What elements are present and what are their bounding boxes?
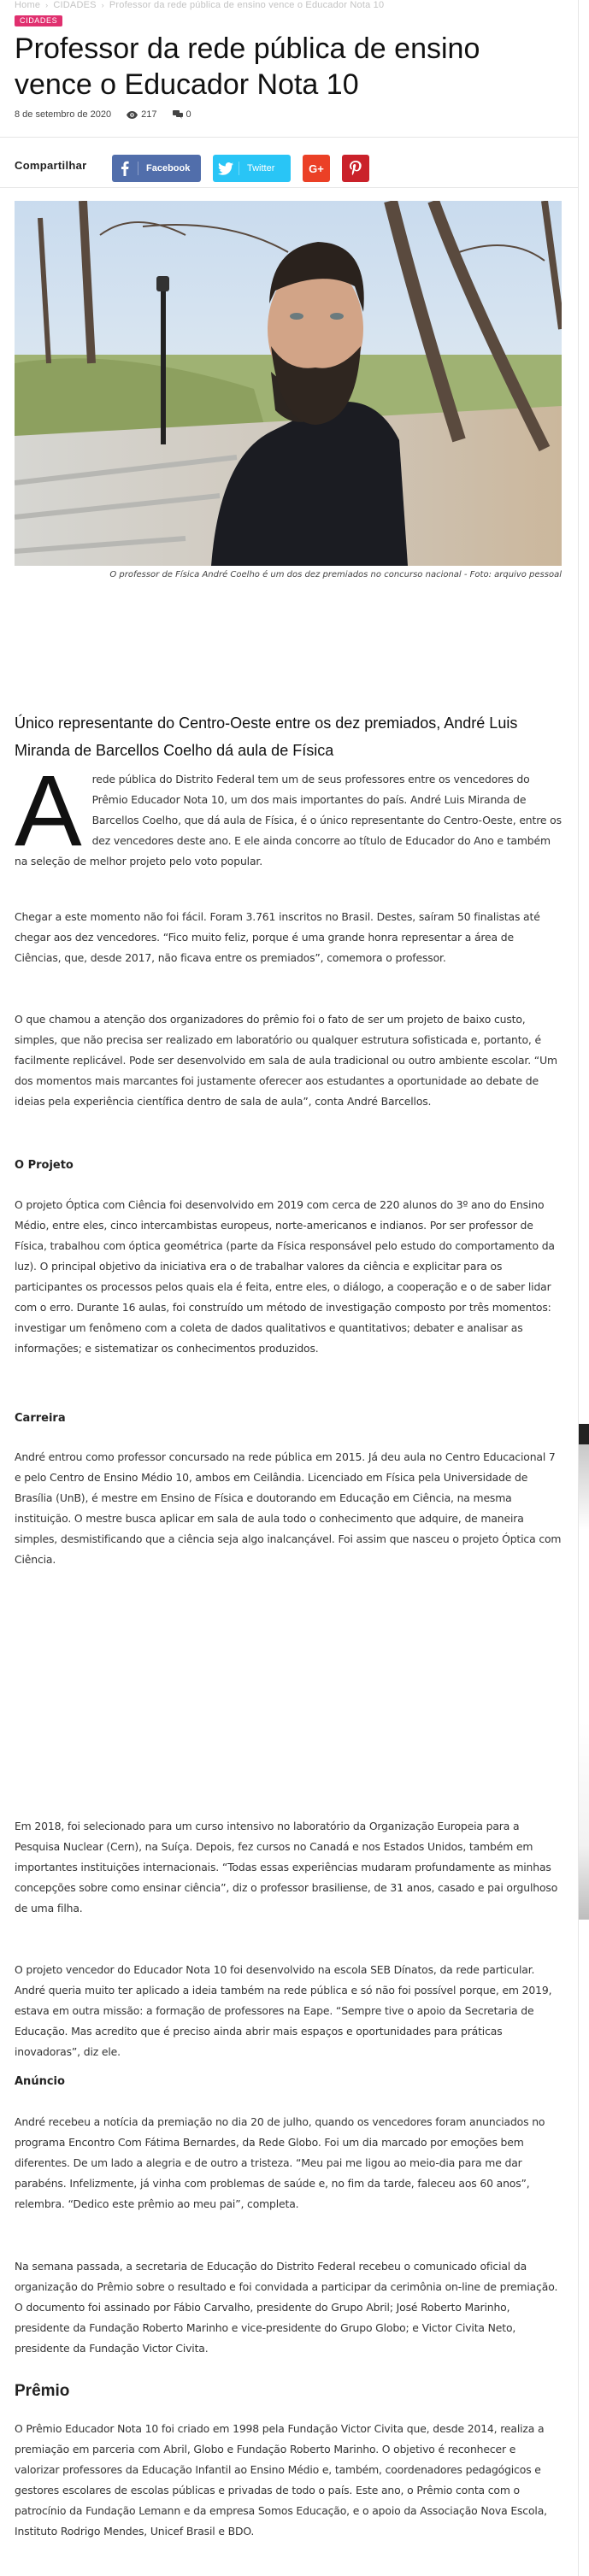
comment-count-value: 0 [186, 109, 191, 120]
breadcrumb-current: Professor da rede pública de ensino vence o Educador Nota 10 [109, 0, 385, 10]
twitter-icon [213, 162, 239, 175]
share-label: Compartilhar [15, 159, 87, 172]
chevron-right-icon: › [101, 1, 104, 9]
share-bar [0, 145, 578, 186]
view-count-value: 217 [141, 109, 157, 120]
paragraph: O que chamou a atenção dos organizadores do prêmio foi o fato de ser um projeto de baixo custo, simples, que não precisa ser realizado em laboratório ou qualquer estrutura sofisticada e, portanto, é facilmente replicável. Pode ser desenvolvido em sala de aula tradicional ou outro ambiente escolar. “Um dos momentos mais marcantes foi justamente oferecer aos estudantes a oportunidade ao debate de ideias pela experiência científica dentro de sala de aula”, conta André Barcellos. [15, 1013, 557, 1108]
google-plus-icon: G+ [309, 162, 324, 175]
sidebar-divider [578, 0, 579, 2576]
view-count [127, 109, 156, 120]
section-heading-premio: Prêmio [15, 2382, 70, 2400]
eye-icon [127, 111, 138, 119]
breadcrumb [15, 0, 384, 10]
category-tag[interactable]: CIDADES [15, 15, 62, 26]
divider [0, 137, 578, 138]
paragraph: O projeto Óptica com Ciência foi desenvolvido em 2019 com cerca de 220 alunos do 3º ano do Ensino Médio, entre eles, cinco intercambistas europeus, norte-americanos e indianos. Por ser professor de Física, trabalhou com óptica geométrica (parte da Física responsável pelo estudo do comportamento da luz). O principal objetivo da iniciativa era o de trabalhar valores da ciência e explicitar para os participantes os processos pelos quais ela é feita, entre eles, o diálogo, a cooperação e o de saber lidar com o erro. Durante 16 aulas, foi construído um método de investigação composto por três momentos: investigar um fenômeno com a coleta de dados qualitativos e quantitativos; debater e analisar as informações; e sistematizar os conhecimentos produzidos. [15, 1198, 555, 1355]
drop-cap: A [15, 755, 82, 867]
twitter-label: Twitter [247, 163, 275, 173]
page-title: Professor da rede pública de ensino vence o Educador Nota 10 [15, 32, 480, 101]
photo-caption: O professor de Física André Coelho é um dos dez premiados no concurso nacional - Foto: arquivo pessoal [109, 570, 562, 579]
sidebar-widget-edge [579, 1424, 589, 1920]
article-photo [15, 201, 562, 566]
pinterest-icon [350, 161, 362, 176]
lead-paragraph [15, 755, 562, 872]
pinterest-share-button[interactable] [342, 155, 369, 182]
paragraph: André entrou como professor concursado na rede pública em 2015. Já deu aula no Centro Educacional 7 e pelo Centro de Ensino Médio 10, ambos em Ceilândia. Licenciado em Física pela Universidade de Brasília (UnB), é mestre em Ensino de Física e doutorando em Educação em Ciência, na mesma instituição. O mestre busca aplicar em sala de aula todo o conhecimento que adquire, de maneira simples, desmistificando que a ciência seja algo inalcançável. Foi assim que nasceu o projeto Óptica com Ciência. [15, 1450, 562, 1566]
breadcrumb-category[interactable]: CIDADES [53, 0, 97, 10]
chevron-right-icon: › [45, 1, 49, 9]
paragraph: André recebeu a notícia da premiação no dia 20 de julho, quando os vencedores foram anunciados no programa Encontro Com Fátima Bernardes, da Rede Globo. Foi um dia marcado por emoções bem diferentes. De um lado a alegria e de outro a tristeza. “Meu pai me ligou ao meio-dia para me dar parabéns. Infelizmente, já vinha com problemas de saúde e, no fim da tarde, faleceu aos 60 anos”, relembra. “Dedico este prêmio ao meu pai”, completa. [15, 2115, 545, 2210]
paragraph: O Prêmio Educador Nota 10 foi criado em 1998 pela Fundação Victor Civita que, desde 2014, realiza a premiação em parceria com Abril, Globo e Fundação Roberto Marinho. O objetivo é reconhecer e valorizar professores da Educação Infantil ao Ensino Médio e, também, coordenadores pedagógicos e gestores escolares de escolas públicas e privadas de todo o país. Este ano, o Prêmio conta com o patrocínio da Fundação Lemann e da empresa Somos Educação, e o apoio da Associação Nova Escola, Instituto Rodrigo Mendes, Unicef Brasil e BDO. [15, 2422, 547, 2538]
facebook-share-button[interactable] [112, 155, 201, 182]
section-heading-anuncio: Anúncio [15, 2075, 65, 2088]
facebook-icon [112, 161, 138, 176]
facebook-label: Facebook [146, 163, 191, 173]
breadcrumb-home[interactable]: Home [15, 0, 41, 10]
divider [0, 187, 578, 188]
photo-professor [15, 201, 562, 566]
paragraph: O projeto vencedor do Educador Nota 10 foi desenvolvido na escola SEB Dínatos, da rede particular. André queria muito ter aplicado a ideia também na rede pública e só não foi possível porque, em 2019, estava em outra missão: a formação de professores na Eape. “Sempre tive o apoio da Secretaria de Educação. Mas acredito que é preciso ainda abrir mais espaços e oportunidades para práticas inovadoras”, diz ele. [15, 1963, 552, 2058]
publish-date: 8 de setembro de 2020 [15, 109, 112, 120]
paragraph: Na semana passada, a secretaria de Educação do Distrito Federal recebeu o comunicado oficial da organização do Prêmio sobre o resultado e foi convidada a participar da cerimônia on-line de premiação. O documento foi assinado por Fábio Carvalho, presidente do Grupo Abril; José Roberto Marinho, presidente da Fundação Roberto Marinho e vice-presidente do Grupo Globo; e Victor Civita Neto, presidente da Fundação Victor Civita. [15, 2260, 558, 2355]
comment-count[interactable] [173, 109, 191, 120]
paragraph: Chegar a este momento não foi fácil. Foram 3.761 inscritos no Brasil. Destes, saíram 50 finalistas até chegar aos dez vencedores. “Fico muito feliz, porque é uma grande honra representar a área de Ciências, que, desde 2017, não ficava entre os premiados”, comemora o professor. [15, 910, 540, 964]
paragraph: Em 2018, foi selecionado para um curso intensivo no laboratório da Organização Europeia para a Pesquisa Nuclear (Cern), na Suíça. Depois, fez cursos no Canadá e nos Estados Unidos, também em importantes instituições internacionais. “Todas essas experiências mudaram profundamente as minhas concepções sobre como ensinar ciência”, diz o professor brasiliense, de 31 anos, casado e pai orgulhoso de uma filha. [15, 1820, 558, 1914]
sidebar-widget-header [579, 1424, 589, 1444]
lead-text: rede pública do Distrito Federal tem um de seus professores entre os vencedores do Prêmio Educador Nota 10, um dos mais importantes do país. André Luis Miranda de Barcellos Coelho, que dá aula de Física, é o único representante do Centro-Oeste, entre os dez vencedores deste ano. E ele ainda concorre ao título de Educador do Ano e também na seleção de melhor projeto pelo voto popular. [15, 773, 562, 867]
article-subtitle: Único representante do Centro-Oeste entre os dez premiados, André Luis Miranda de Barcellos Coelho dá aula de Física [15, 715, 518, 759]
twitter-share-button[interactable] [213, 155, 291, 182]
google-plus-share-button[interactable] [303, 155, 330, 182]
article-meta [15, 109, 191, 120]
section-heading-carreira: Carreira [15, 1412, 66, 1425]
section-heading-projeto: O Projeto [15, 1159, 74, 1172]
comment-icon [173, 110, 183, 119]
sidebar-widget-image [579, 1444, 589, 1530]
